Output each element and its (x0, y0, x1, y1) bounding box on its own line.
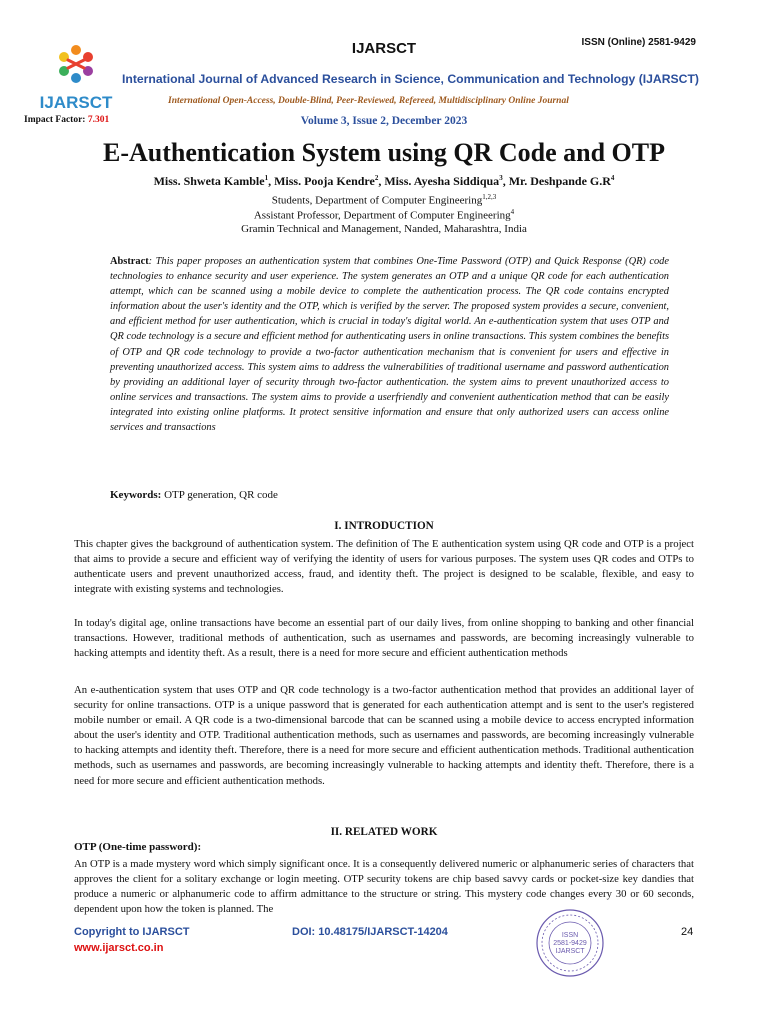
stamp-line-1: ISSN (561, 932, 579, 939)
affiliation-text: Students, Department of Computer Engineering (271, 194, 483, 207)
abstract-text: : This paper proposes an authentication system that combines One-Time Password (OTP) and Quick Response (QR) code technologies to enhance security and user experience. The system generates an OTP and a unique QR code for each authentication attempt, which can be scanned using a mobile device to complete the authentication process. The QR code contains encrypted information about the user's identity and the OTP, which is verified by the server. The proposed system provides a secure, convenient, and efficient method for user authentication, which is crucial in today's digital world. An e-authentication system that uses OTP and QR code technology is a secure and efficient method for authenticating users in online transactions. This system combines the benefits of OTP and QR code technology to provide a two-factor authentication mechanism that is convenient for users and effective in preventing unauthorized access. This system aims to address the vulnerabilities of traditional username and password authentication by providing an additional layer of security through two-factor authentication. the system aims to prevent unauthorized access to online services and transactions. The system aims to provide a userfriendly and convenient authentication method that can be easily integrated into existing online platforms. It protect sensitive information and ensure that only authorized users can access online services and transactions (110, 256, 669, 434)
affiliation-students (0, 193, 768, 207)
affiliation-sup: 1,2,3 (482, 193, 497, 201)
paper-title: E-Authentication System using QR Code and OTP (103, 138, 665, 167)
volume-issue: Volume 3, Issue 2, December 2023 (300, 115, 468, 127)
otp-subheading: OTP (One-time password): (74, 841, 202, 853)
issn-label: ISSN (Online) 2581-9429 (581, 37, 696, 48)
affiliation-professor (0, 208, 768, 222)
page-number: 24 (681, 926, 694, 938)
stamp-line-2: 2581-9429 (553, 940, 587, 947)
otp-paragraph: An OTP is a made mystery word which simply significant once. It is a consequently delivered numeric or alphanumeric series of characters that approves the client for a solitary exchange or login meeting. OTP security tokens are chip based savvy cards or pocket-size key dandies that produce a numeric or alphanumeric code to affirm admittance to the structure or string. This mystery code changes every 30 or 60 seconds, dependent upon how the token is planned. The (74, 858, 694, 916)
intro-paragraph-1: This chapter gives the background of authentication system. The definition of The E authentication system using QR code and OTP is a project that aims to provide a secure and efficient way of verifying the identity of users for various purposes. The system uses QR codes and OTPs to authenticate users and prevent unauthorized access, fraud, and identity theft. The project is designed to be scalable, flexible, and easy to integrate with existing systems and technologies. (74, 538, 694, 596)
abstract-label: Abstract (110, 256, 149, 267)
stamp-line-3: IJARSCT (555, 948, 585, 955)
author-sep: , (268, 174, 275, 188)
keywords-text: OTP generation, QR code (161, 489, 278, 501)
website-link[interactable]: www.ijarsct.co.in (74, 942, 164, 954)
section-heading-introduction: I. INTRODUCTION (334, 520, 434, 532)
abstract (110, 254, 669, 435)
author-sup: 3 (499, 174, 503, 182)
affiliation-sup: 4 (510, 208, 515, 216)
author-sup: 4 (610, 174, 615, 182)
author-name: Mr. Deshpande G.R (508, 174, 611, 188)
doi-label: DOI: 10.48175/IJARSCT-14204 (292, 926, 448, 938)
journal-full-name: International Journal of Advanced Research in Science, Communication and Technology (IJARSCT) (122, 72, 699, 86)
logo-wordmark: IJARSCT (39, 93, 113, 112)
author-sup: 2 (374, 174, 379, 182)
copyright-notice: Copyright to IJARSCT (74, 926, 190, 938)
impact-factor-label: Impact Factor: (24, 115, 86, 125)
journal-tagline: International Open-Access, Double-Blind, Peer-Reviewed, Refereed, Multidisciplinary Online Journal (168, 96, 569, 106)
impact-factor-value: 7.301 (87, 115, 110, 125)
author-sep: , (502, 174, 509, 188)
author-name: Miss. Shweta Kamble (153, 174, 265, 188)
author-name: Miss. Ayesha Siddiqua (384, 174, 500, 188)
author-name: Miss. Pooja Kendre (274, 174, 375, 188)
affiliation-institution: Gramin Technical and Management, Nanded, Maharashtra, India (241, 223, 527, 235)
author-sup: 1 (264, 174, 269, 182)
keywords-label: Keywords: (110, 489, 162, 501)
issn-seal-stamp (535, 908, 605, 978)
affiliation-text: Assistant Professor, Department of Computer Engineering (253, 209, 511, 222)
intro-paragraph-3: An e-authentication system that uses OTP and QR code technology is a two-factor authentication method that provides an additional layer of security for online transactions. OTP is a unique password that is generated for each authentication attempt and is sent to the user's registered mobile number or email. A QR code is a two-dimensional barcode that can be scanned using a mobile device to access encrypted information about the user's identity and OTP. Traditional authentication methods, such as usernames and passwords, are becoming increasingly vulnerable to hacking attempts and identity theft. Therefore, there is a need for more secure and efficient authentication methods. Traditional authentication methods, such as usernames and passwords, are becoming increasingly vulnerable to hacking attempts and identity theft. Therefore, there is a need for more secure and efficient authentication methods. (74, 684, 694, 787)
keywords (110, 489, 278, 501)
intro-paragraph-2: In today's digital age, online transactions have become an essential part of our daily lives, from online shopping to banking and other financial transactions. However, traditional methods of authentication, such as usernames and passwords, are becoming increasingly vulnerable to hacking attempts and identity theft. As a result, there is a need for more secure and efficient authentication methods (74, 617, 694, 660)
section-heading-related-work: II. RELATED WORK (330, 826, 438, 838)
journal-short-name: IJARSCT (351, 40, 417, 57)
author-list (0, 174, 768, 189)
author-sep: , (378, 174, 385, 188)
